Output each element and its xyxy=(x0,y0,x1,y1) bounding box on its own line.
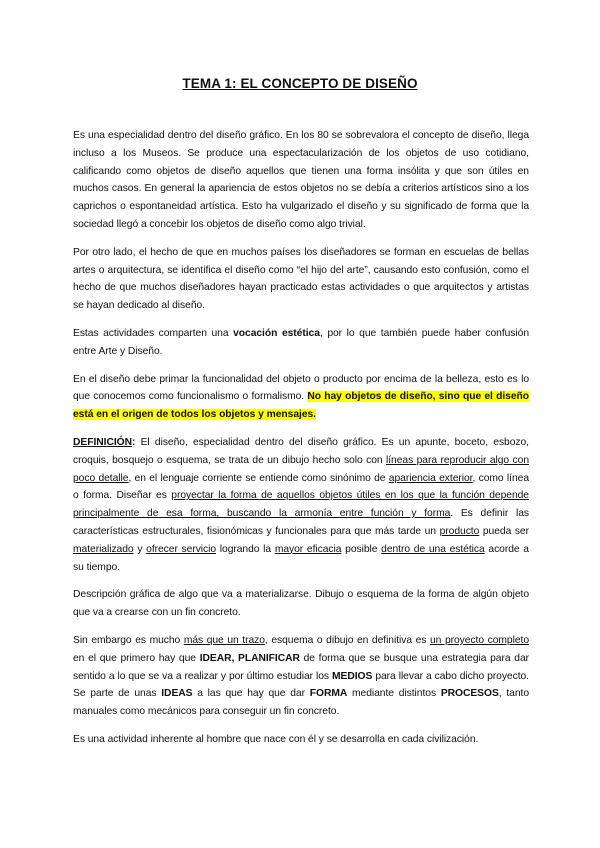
text: , tanto manuales como mecánicos para conseguir un fin concreto. xyxy=(73,688,530,718)
underlined-text: un proyecto completo xyxy=(430,634,530,646)
bold-term: IDEAR, PLANIFICAR xyxy=(199,652,300,664)
text: , por lo que también puede haber confusión entre Arte y Diseño. xyxy=(73,327,529,357)
bold-term: IDEAS xyxy=(161,688,193,700)
paragraph-4 xyxy=(73,371,529,424)
bold-term: MEDIOS xyxy=(332,670,373,682)
underlined-text: líneas para reproducir algo con poco detalle xyxy=(73,454,529,484)
underlined-text: ofrecer servicio xyxy=(146,543,217,555)
underlined-text: más que un trazo xyxy=(183,634,265,646)
text: , esquema o dibujo en definitiva es xyxy=(264,634,430,646)
text: logrando la xyxy=(216,543,275,555)
underlined-text: producto xyxy=(439,525,480,537)
page-title: TEMA 1: EL CONCEPTO DE DISEÑO xyxy=(182,76,418,91)
highlighted-text: No hay objetos de diseño, sino que el diseño está en el origen de todos los objetos y mensajes. xyxy=(73,391,529,421)
definition-label: DEFINICIÓN xyxy=(73,436,132,448)
underlined-text: dentro de una estética xyxy=(381,543,485,555)
document-body xyxy=(73,127,529,759)
paragraph-8: Es una actividad inherente al hombre que nace con él y se desarrolla en cada civilización. xyxy=(73,733,479,745)
text: posible xyxy=(341,543,382,555)
text: para llevar a cabo dicho proyecto. Se parte de unas xyxy=(73,670,529,700)
bold-term: PROCESOS xyxy=(440,688,499,700)
bold-term: FORMA xyxy=(309,688,348,700)
text: Sin embargo es mucho xyxy=(73,634,184,646)
text: , como línea o forma. Diseñar es xyxy=(73,472,529,502)
text: acorde a su tiempo. xyxy=(73,543,529,573)
underlined-text: materializado xyxy=(73,543,134,555)
paragraph-definition xyxy=(73,434,529,576)
underlined-text: apariencia exterior xyxy=(388,472,473,484)
underlined-text: mayor eficacia xyxy=(274,543,342,555)
text: en el que primero hay que xyxy=(73,652,200,664)
paragraph-7 xyxy=(73,632,529,721)
text: pueda ser xyxy=(479,525,529,537)
text: y xyxy=(133,543,147,555)
text: mediante distintos xyxy=(347,688,441,700)
text: , en el lenguaje corriente se entiende como sinónimo de xyxy=(128,472,389,484)
paragraph-3 xyxy=(73,325,529,361)
paragraph-2: Por otro lado, el hecho de que en muchos países los diseñadores se forman en escuelas de bellas artes o arquitectura, se identifica el diseño como “el hijo del arte”, causando esto confusión, como el hecho de que muchos diseñadores hayan practicado estas actividades o que arquitectos y artistas se hayan dedicado al diseño. xyxy=(73,246,529,312)
text: de forma que se busque una estrategia para dar sentido a lo que se va a realizar y por último estudiar los xyxy=(73,652,530,682)
paragraph-1: Es una especialidad dentro del diseño gráfico. En los 80 se sobrevalora el concepto de diseño, llega incluso a los Museos. Se produce una espectacularización de los objetos de uso cotidiano, calificando como objetos de diseño aquellos que tienen una forma insólita y que son útiles en muchos casos. En general la apariencia de estos objetos no se debía a criterios artísticos sino a los caprichos o espontaneidad artística. Esto ha vulgarizado el diseño y su significado de forma que la sociedad llegó a concebir los objetos de diseño como algo trivial. xyxy=(73,130,529,230)
text: En el diseño debe primar la funcionalidad del objeto o producto por encima de la belleza, esto es lo que conocemos como funcionalismo o formalismo. xyxy=(73,373,529,403)
underlined-text: proyectar la forma de aquellos objetos útiles en los que la función depende principalmente de esa forma, buscando la armonía entre función y forma xyxy=(73,490,529,520)
text: . Es definir las características estructurales, fisionómicas y funcionales para que más tarde un xyxy=(73,508,529,537)
bold-term: vocación estética xyxy=(233,327,320,339)
text: Estas actividades comparten una xyxy=(73,327,234,339)
text: El diseño, especialidad dentro del diseño gráfico. Es un apunte, boceto, esbozo, croquis, bosquejo o esquema, se trata de un dibujo hecho solo con xyxy=(73,436,529,466)
text: a las que hay que dar xyxy=(192,688,310,700)
paragraph-6: Descripción gráfica de algo que va a materializarse. Dibujo o esquema de la forma de algún objeto que va a crearse con un fin concreto. xyxy=(73,589,529,619)
text: : xyxy=(132,436,136,448)
